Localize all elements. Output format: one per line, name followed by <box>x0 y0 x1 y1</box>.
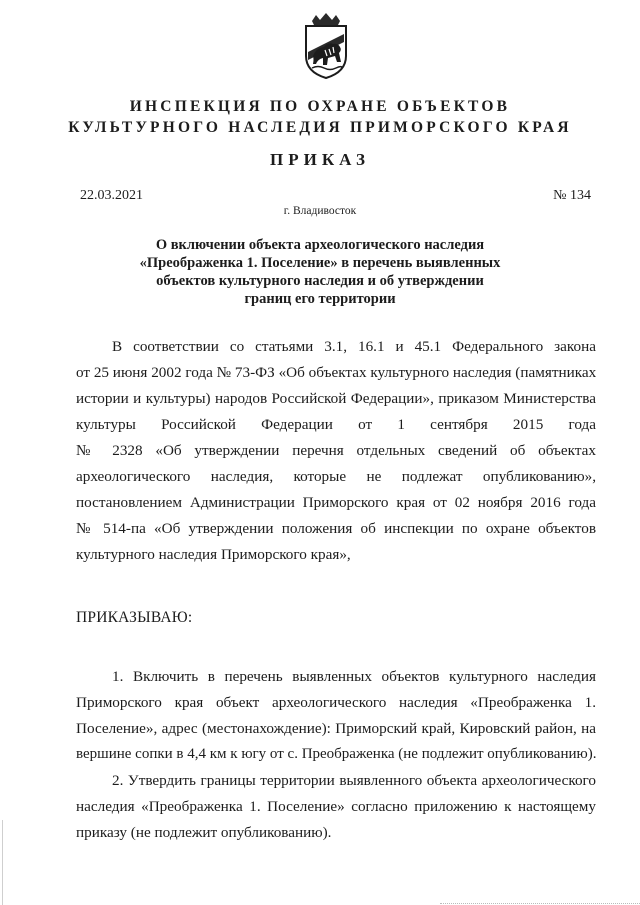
preamble-line: постановлением Администрации Приморского края от 02 ноября 2016 года <box>76 494 596 511</box>
decree-heading: ПРИКАЗЫВАЮ: <box>76 609 193 626</box>
coat-of-arms-icon <box>298 12 354 80</box>
order-item-line: 1. Включить в перечень выявленных объектов культурного наследия <box>112 668 596 685</box>
document-number: № 134 <box>553 188 591 203</box>
order-item-line: приказу (не подлежит опубликованию). <box>76 824 332 841</box>
preamble-line: археологического наследия, которые не подлежат опубликованию», <box>76 468 596 485</box>
order-item-line: вершине сопки в 4,4 км к югу от с. Преображенка (не подлежит опубликованию). <box>76 746 596 762</box>
order-item-line: Поселение», адрес (местонахождение): Приморский край, Кировский район, на <box>76 720 596 737</box>
preamble-line: истории и культуры) народов Российской Федерации», приказом Министерства <box>76 390 596 407</box>
document-title: ПРИКАЗ <box>270 150 370 169</box>
preamble-line: В соответствии со статьями 3.1, 16.1 и 45.1 Федерального закона <box>112 338 596 355</box>
preamble-line: культурного наследия Приморского края», <box>76 546 351 563</box>
preamble-line: культуры Российской Федерации от 1 сентября 2015 года <box>76 416 596 433</box>
scan-edge-mark <box>2 820 3 905</box>
issuer-name-line-2: КУЛЬТУРНОГО НАСЛЕДИЯ ПРИМОРСКОГО КРАЯ <box>68 119 572 136</box>
subject-line: О включении объекта археологического наследия <box>155 237 485 253</box>
document-subject <box>0 236 640 308</box>
order-item-line: 2. Утвердить границы территории выявленного объекта археологического <box>112 772 596 789</box>
preamble-line: от 25 июня 2002 года № 73-ФЗ «Об объектах культурного наследия (памятниках <box>76 364 596 381</box>
document-place: г. Владивосток <box>283 205 357 217</box>
order-item-line: наследия «Преображенка 1. Поселение» согласно приложению к настоящему <box>76 798 596 815</box>
preamble-line: № 2328 «Об утверждении перечня отдельных сведений об объектах <box>76 442 596 459</box>
preamble-line: № 514-па «Об утверждении положения об инспекции по охране объектов <box>76 520 596 537</box>
issuer-name-line-1: ИНСПЕКЦИЯ ПО ОХРАНЕ ОБЪЕКТОВ <box>129 98 511 115</box>
subject-line: объектов культурного наследия и об утверждении <box>156 273 484 289</box>
order-item-line: Приморского края объект археологического наследия «Преображенка 1. <box>76 694 596 711</box>
document-date: 22.03.2021 <box>80 188 143 203</box>
subject-line: «Преображенка 1. Поселение» в перечень выявленных <box>139 255 501 271</box>
subject-line: границ его территории <box>244 291 396 307</box>
